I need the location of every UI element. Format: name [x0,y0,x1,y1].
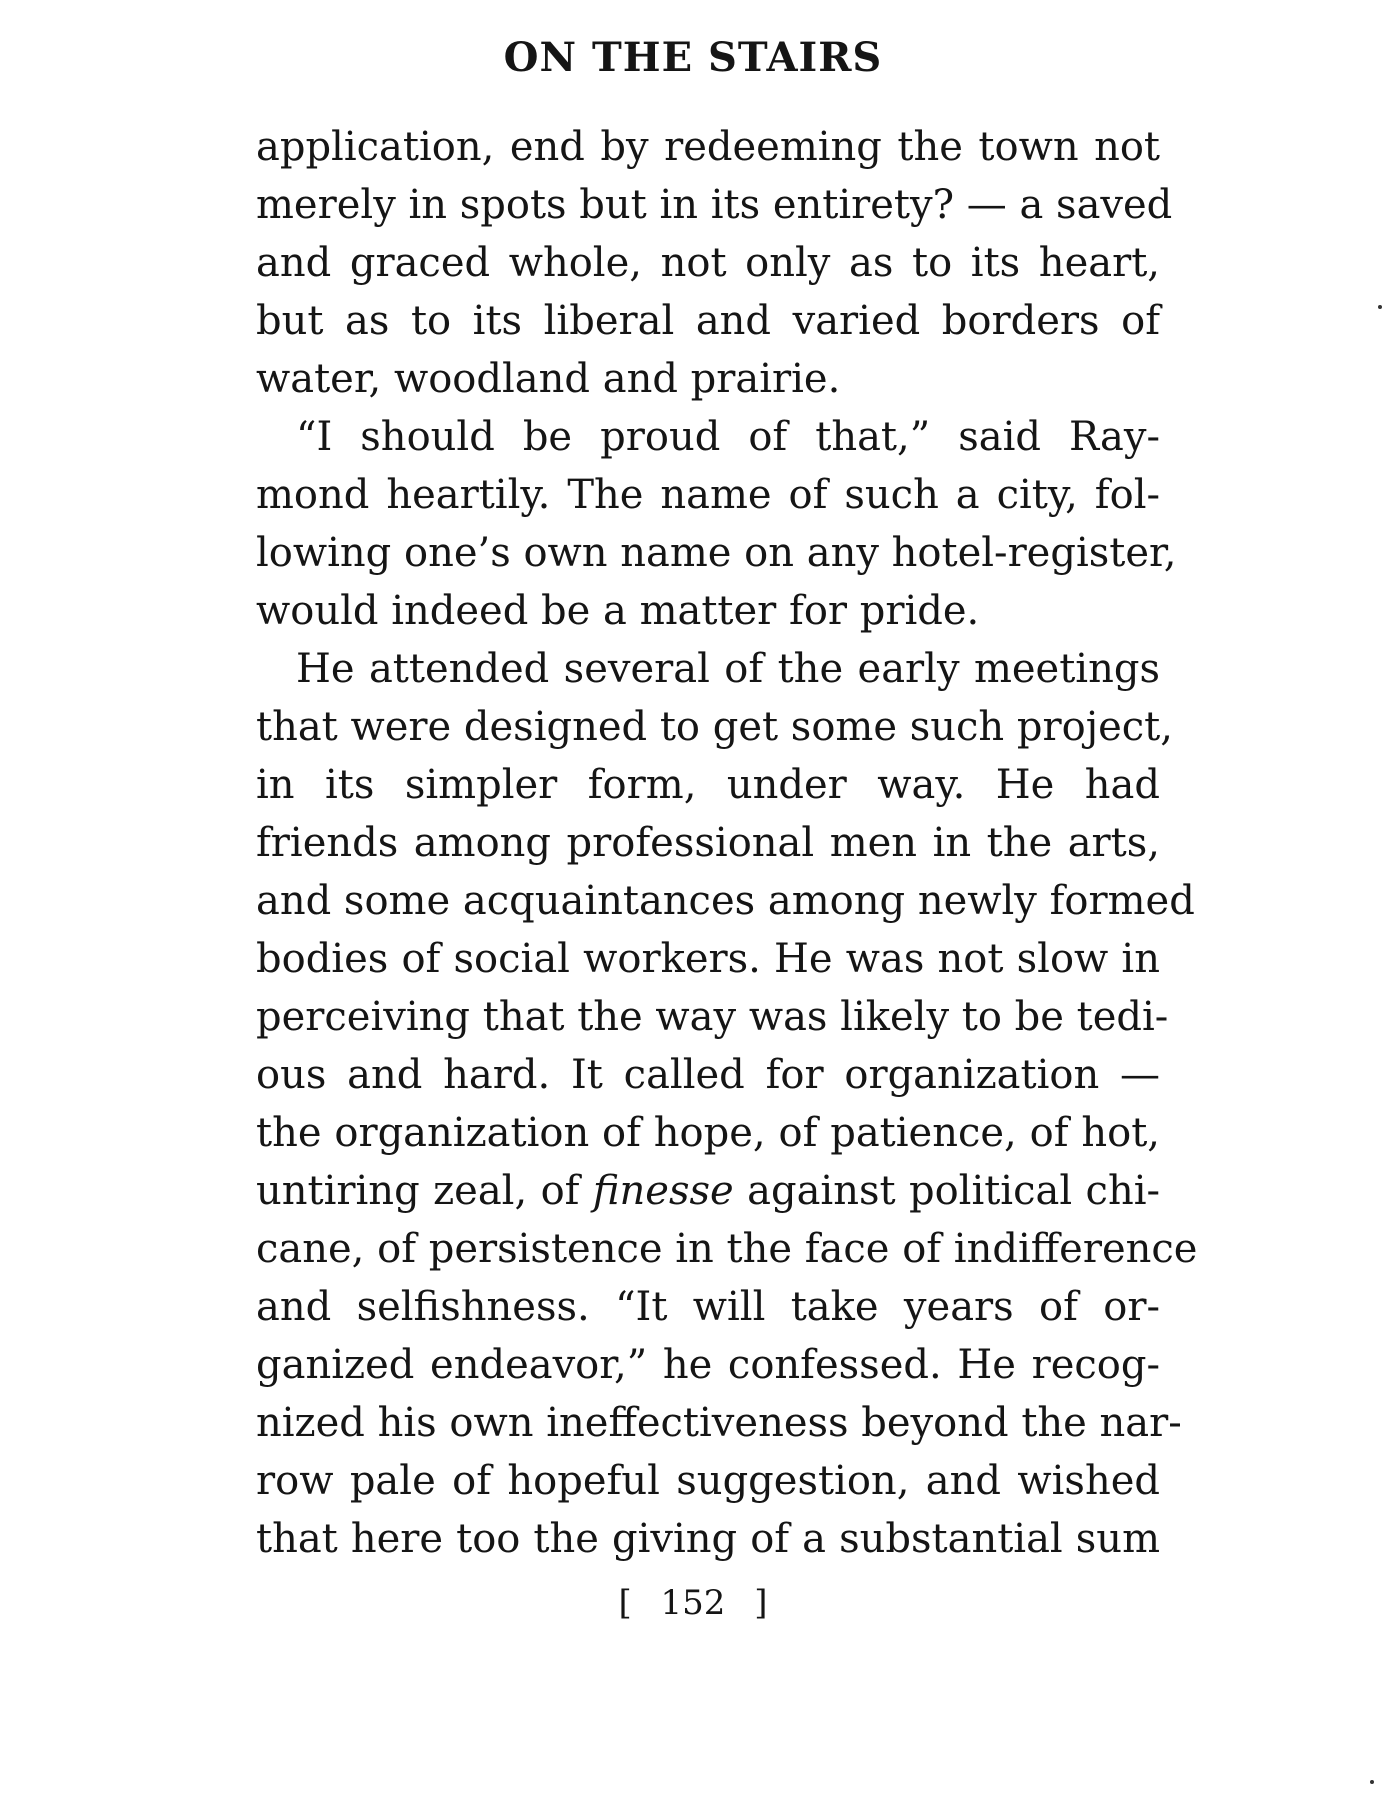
page-number: [ 152 ] [618,1583,768,1623]
text-line: and some acquaintances among newly formed [256,878,1195,924]
text-line: that were designed to get some such project, [256,704,1173,750]
text-line: and selfishness. “It will take years of or- [256,1284,1160,1330]
text-line: “I should be proud of that,” said Ray- [296,414,1160,460]
text-line: perceiving that the way was likely to be tedi- [256,994,1169,1040]
text-segment: untiring zeal, of [256,1168,580,1214]
text-line: merely in spots but in its entirety? — a saved [256,182,1173,228]
text-line: the organization of hope, of patience, of hot, [256,1110,1160,1156]
text-line: but as to its liberal and varied borders of [256,298,1160,344]
text-line: in its simpler form, under way. He had [256,762,1160,808]
text-line: nized his own ineffectiveness beyond the nar- [256,1400,1182,1446]
text-line: cane, of persistence in the face of indifference [256,1226,1198,1272]
text-line: row pale of hopeful suggestion, and wished [256,1458,1160,1504]
text-line: friends among professional men in the arts, [256,820,1160,866]
text-line: mond heartily. The name of such a city, fol- [256,472,1160,518]
body-text [256,118,1198,1568]
running-head-title: ON THE STAIRS [503,34,883,81]
text-segment: against political chi- [747,1168,1161,1214]
text-line-with-italic [256,1162,1160,1220]
text-line: that here too the giving of a substantial sum [256,1516,1160,1562]
text-line: and graced whole, not only as to its heart, [256,240,1160,286]
text-line: would indeed be a matter for pride. [256,588,980,634]
text-line: ous and hard. It called for organization — [256,1052,1160,1098]
text-line: He attended several of the early meetings [296,646,1160,692]
text-line: lowing one’s own name on any hotel-register, [256,530,1177,576]
scan-speck [1378,305,1382,309]
text-line: water, woodland and prairie. [256,356,841,402]
text-line: ganized endeavor,” he confessed. He recog- [256,1342,1160,1388]
text-line: application, end by redeeming the town not [256,124,1160,170]
text-line: bodies of social workers. He was not slow in [256,936,1160,982]
italic-word: finesse [592,1168,734,1214]
scan-speck [1370,1780,1374,1784]
